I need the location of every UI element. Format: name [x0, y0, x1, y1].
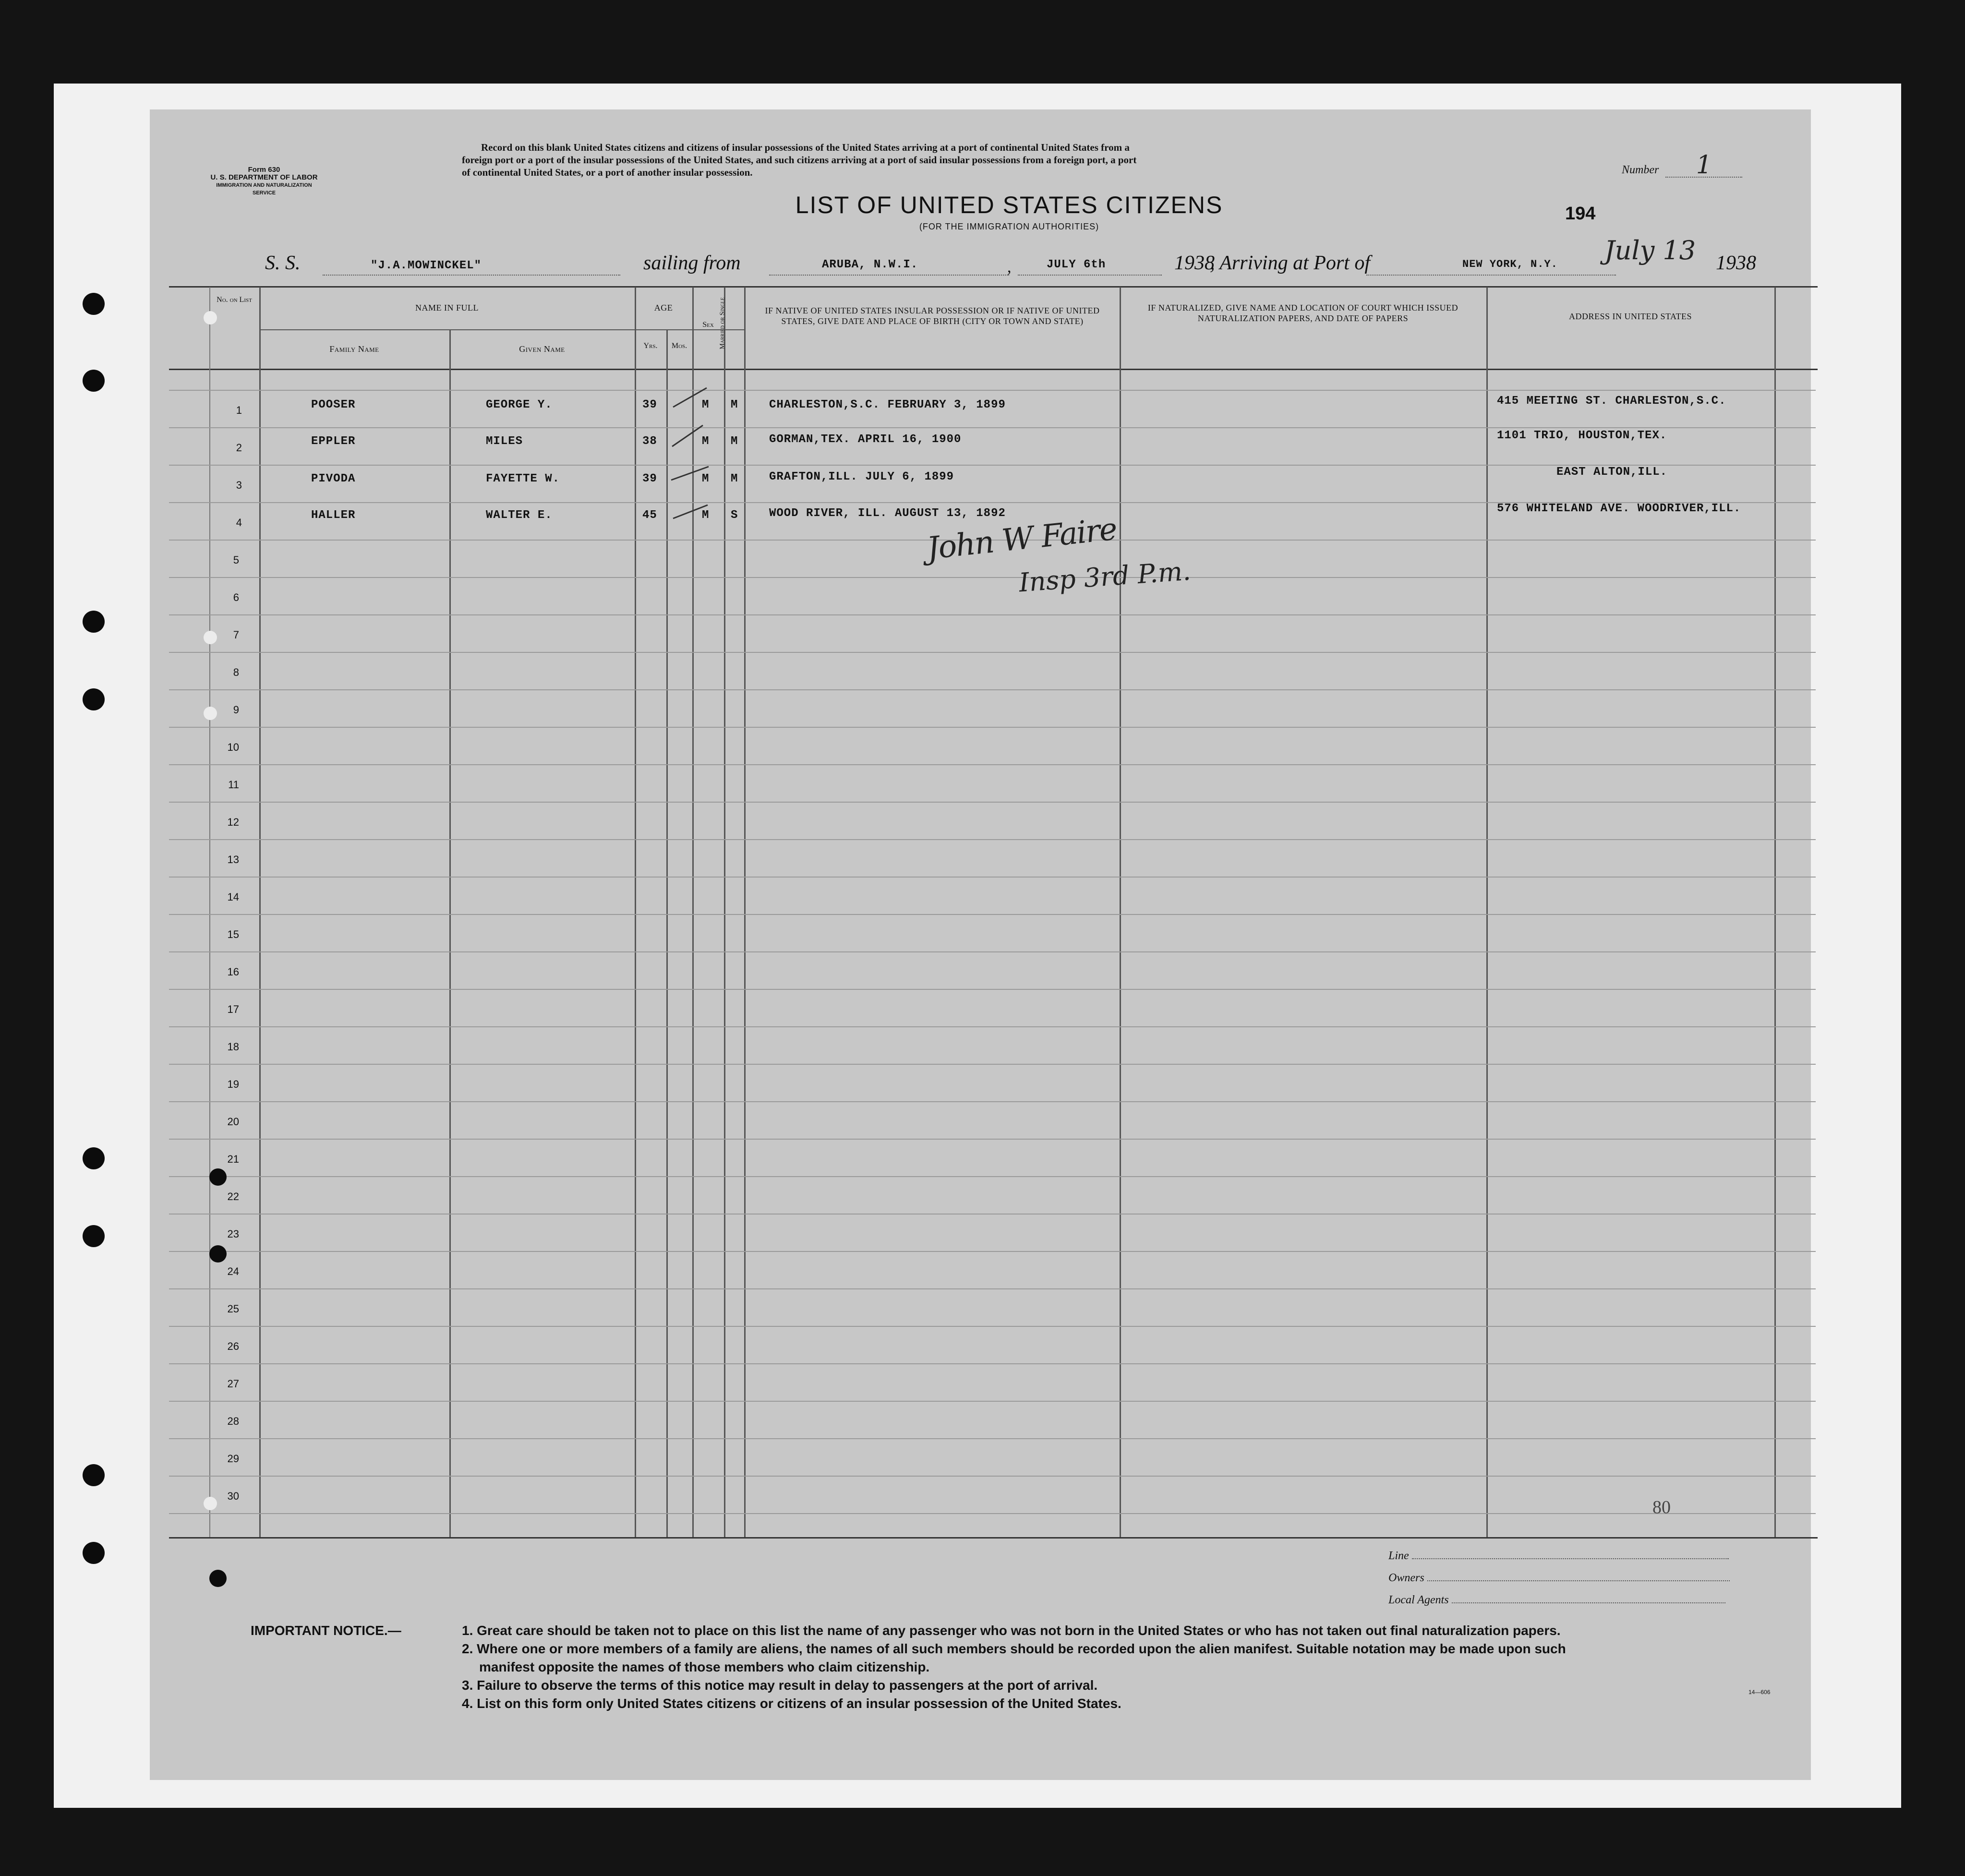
form-identifier [206, 166, 322, 197]
check-mark [673, 505, 708, 518]
birth-place-date: GORMAN,TEX. APRIL 16, 1900 [769, 433, 962, 446]
row-rule [169, 1363, 1816, 1364]
sex: M [702, 509, 710, 522]
departure-date: JULY 6th [1047, 258, 1106, 271]
row-number: 5 [233, 554, 239, 566]
departure-port-field [769, 253, 1009, 276]
check-mark [672, 425, 703, 446]
number-label: Number [1622, 164, 1659, 176]
sheet-notch [204, 1497, 217, 1510]
form-code: 14—606 [1748, 1689, 1771, 1696]
row-rule [169, 914, 1816, 915]
check-mark [673, 388, 707, 407]
row-rule [169, 727, 1816, 728]
header-sex: Sex [702, 321, 714, 329]
row-number: 4 [236, 517, 242, 529]
header-age: AGE [654, 303, 673, 313]
row-number: 25 [227, 1303, 239, 1315]
row-number: 11 [228, 779, 239, 791]
punch-hole [83, 293, 105, 315]
row-number: 20 [227, 1116, 239, 1128]
sheet-notch [204, 707, 217, 720]
inspection-note: Insp 3rd P.m. [1018, 555, 1192, 598]
header-no-on-list: No. on List [217, 296, 252, 304]
comma: , [1007, 258, 1012, 276]
row-rule [169, 1326, 1816, 1327]
name-group-rule [260, 329, 745, 330]
local-agents-field [1388, 1593, 1772, 1607]
row-number: 22 [227, 1191, 239, 1203]
header-address: ADDRESS IN UNITED STATES [1568, 312, 1692, 321]
address: 576 WHITELAND AVE. WOODRIVER,ILL. [1497, 502, 1741, 515]
row-rule [169, 802, 1816, 803]
punch-hole [209, 1570, 227, 1587]
row-number: 12 [227, 816, 239, 828]
row-rule [169, 1101, 1816, 1102]
row-number: 28 [227, 1415, 239, 1427]
row-number: 7 [233, 629, 239, 641]
ship-field [323, 253, 620, 276]
service: IMMIGRATION AND NATURALIZATION SERVICE [216, 182, 312, 196]
department: U. S. DEPARTMENT OF LABOR [210, 173, 318, 181]
row-number: 13 [227, 854, 239, 866]
birth-place-date: CHARLESTON,S.C. FEBRUARY 3, 1899 [769, 398, 1006, 411]
owners-field [1388, 1571, 1772, 1585]
punch-hole [83, 1225, 105, 1247]
row-number: 18 [227, 1041, 239, 1053]
row-rule [169, 1476, 1816, 1477]
departure-year: 1938 [1174, 252, 1215, 274]
age-years: 39 [642, 398, 657, 411]
age-years: 45 [642, 509, 657, 522]
row-number: 16 [227, 966, 239, 978]
row-number: 1 [236, 404, 242, 416]
age-group-rule [635, 329, 666, 330]
arrival-date: July 13 [1604, 235, 1696, 265]
punch-hole [83, 688, 105, 710]
row-number: 2 [236, 442, 242, 454]
row-number: 14 [227, 891, 239, 903]
row-number: 9 [233, 704, 239, 716]
notice-item-3: 3. Failure to observe the terms of this notice may result in delay to passengers at the port of arrival. [462, 1678, 1098, 1693]
ss-label: S. S. [265, 252, 301, 274]
table-top-rule [169, 286, 1818, 288]
number-field [1622, 151, 1780, 180]
table-row [150, 466, 1811, 494]
departure-date-field [1018, 253, 1162, 276]
row-rule [169, 1438, 1816, 1439]
header-birth: IF NATIVE OF UNITED STATES INSULAR POSSESSION OR IF NATIVE OF UNITED STATES, GIVE DATE AND PLACE OF BIRTH (CITY OR TOWN AND STATE) [765, 306, 1100, 326]
punch-hole [83, 611, 105, 633]
given-name: GEORGE Y. [486, 398, 553, 411]
notice-item-4: 4. List on this form only United States citizens or citizens of an insular possession of the United States. [462, 1696, 1121, 1711]
sheet-notch [204, 311, 217, 325]
family-name: HALLER [311, 509, 356, 522]
table-row [150, 392, 1811, 421]
punch-hole [83, 1464, 105, 1486]
row-number: 8 [233, 666, 239, 678]
punch-hole [83, 370, 105, 392]
sex: M [702, 472, 710, 485]
row-rule [169, 839, 1816, 840]
preamble [462, 141, 1686, 179]
address: EAST ALTON,ILL. [1556, 466, 1668, 479]
row-rule [169, 1513, 1816, 1514]
row-rule [169, 689, 1816, 690]
preamble-line-1: Record on this blank United States citizens and citizens of insular possessions of the United States arriving at a port of continental United States from a [481, 142, 1130, 153]
row-number: 19 [227, 1078, 239, 1090]
birth-place-date: WOOD RIVER, ILL. AUGUST 13, 1892 [769, 507, 1006, 520]
given-name: MILES [486, 435, 523, 448]
marital-status: M [731, 435, 738, 448]
row-rule [169, 877, 1816, 878]
manifest-sheet [150, 109, 1811, 1780]
row-number: 21 [227, 1153, 239, 1165]
header-family-name: Family Name [329, 344, 379, 354]
sheet-notch [204, 631, 217, 644]
page-subtitle: (FOR THE IMMIGRATION AUTHORITIES) [919, 222, 1099, 231]
notice-item-2: 2. Where one or more members of a family are aliens, the names of all such members should be recorded upon the alien manifest. Suitable notation may be made upon such [462, 1641, 1566, 1656]
row-rule [169, 1176, 1816, 1177]
address: 1101 TRIO, HOUSTON,TEX. [1497, 429, 1667, 442]
family-name: EPPLER [311, 435, 356, 448]
family-name: PIVODA [311, 472, 356, 485]
row-number: 3 [236, 479, 242, 491]
notice-heading: IMPORTANT NOTICE.— [251, 1623, 401, 1638]
punch-hole [209, 1245, 227, 1263]
row-rule [169, 951, 1816, 952]
ship-name: "J.A.MOWINCKEL" [371, 259, 482, 272]
preamble-line-2: foreign port or a port of the insular possessions of the United States, and such citizens arriving at a port of said insular possessions from a foreign port, a port [462, 154, 1137, 166]
local-agents-label: Local Agents [1388, 1594, 1449, 1606]
important-notice [251, 1622, 1787, 1713]
row-rule [169, 1139, 1816, 1140]
line-field [1388, 1549, 1772, 1563]
row-number: 30 [227, 1490, 239, 1502]
preamble-line-3: of continental United States, or a port of another insular possession. [462, 167, 753, 178]
page-total: 80 [1652, 1497, 1671, 1517]
header-mos: Mos. [671, 342, 687, 350]
row-number: 10 [227, 741, 239, 753]
given-name: WALTER E. [486, 509, 553, 522]
departure-port: ARUBA, N.W.I. [822, 258, 918, 271]
row-rule [169, 764, 1816, 765]
arrival-port: NEW YORK, N.Y. [1462, 258, 1558, 270]
row-rule [169, 390, 1816, 391]
number-value: 1 [1665, 154, 1742, 178]
page-title: LIST OF UNITED STATES CITIZENS [795, 192, 1223, 218]
header-given-name: Given Name [519, 344, 565, 354]
marital-status: S [731, 509, 738, 522]
arrival-port-field [1366, 253, 1616, 276]
age-years: 39 [642, 472, 657, 485]
year-stamp: 194 [1565, 204, 1596, 224]
row-number: 15 [227, 928, 239, 940]
header-naturalized: IF NATURALIZED, GIVE NAME AND LOCATION OF COURT WHICH ISSUED NATURALIZATION PAPERS, AND DATE OF PAPERS [1147, 303, 1459, 323]
row-rule [169, 1064, 1816, 1065]
row-number: 26 [227, 1340, 239, 1352]
row-number: 17 [227, 1003, 239, 1015]
row-rule [169, 577, 1816, 578]
notice-item-1: 1. Great care should be taken not to place on this list the name of any passenger who was not born in the United States or who has not taken out final naturalization papers. [462, 1623, 1561, 1638]
birth-place-date: GRAFTON,ILL. JULY 6, 1899 [769, 470, 954, 483]
row-rule [169, 614, 1816, 615]
sailing-label: sailing from [643, 252, 741, 274]
row-number: 27 [227, 1378, 239, 1390]
sex: M [702, 398, 710, 411]
row-rule [169, 652, 1816, 653]
row-rule [169, 1026, 1816, 1027]
owners-label: Owners [1388, 1572, 1424, 1584]
punch-hole [209, 1168, 227, 1186]
table-header-rule [169, 369, 1818, 370]
header-yrs: Yrs. [643, 342, 658, 350]
row-rule [169, 1401, 1816, 1402]
sex: M [702, 435, 710, 448]
row-rule [169, 989, 1816, 990]
marital-status: M [731, 472, 738, 485]
marital-status: M [731, 398, 738, 411]
form-number: Form 630 [248, 166, 280, 174]
inspector-signature: John W Faire [925, 511, 1119, 567]
row-rule [169, 1251, 1816, 1252]
row-number: 6 [233, 591, 239, 603]
row-number: 23 [227, 1228, 239, 1240]
age-years: 38 [642, 435, 657, 448]
check-marks [659, 369, 726, 532]
punch-hole [83, 1542, 105, 1564]
header-name-in-full: NAME IN FULL [415, 303, 479, 313]
row-number: 29 [227, 1453, 239, 1465]
address: 415 MEETING ST. CHARLESTON,S.C. [1497, 395, 1726, 408]
row-rule [169, 1214, 1816, 1215]
given-name: FAYETTE W. [486, 472, 560, 485]
table-bottom-rule [169, 1537, 1818, 1539]
notice-item-2-cont: manifest opposite the names of those members who claim citizenship. [479, 1660, 930, 1674]
header-married-or-single: Married or Single [719, 297, 726, 349]
check-mark [671, 467, 709, 480]
family-name: POOSER [311, 398, 356, 411]
punch-hole [83, 1147, 105, 1169]
table-row [150, 428, 1811, 457]
arrival-year: 1938 [1716, 252, 1756, 274]
arriving-label: , Arriving at Port of [1210, 252, 1371, 274]
line-label: Line [1388, 1550, 1409, 1562]
row-rule [169, 1288, 1816, 1289]
row-number: 24 [227, 1265, 239, 1277]
